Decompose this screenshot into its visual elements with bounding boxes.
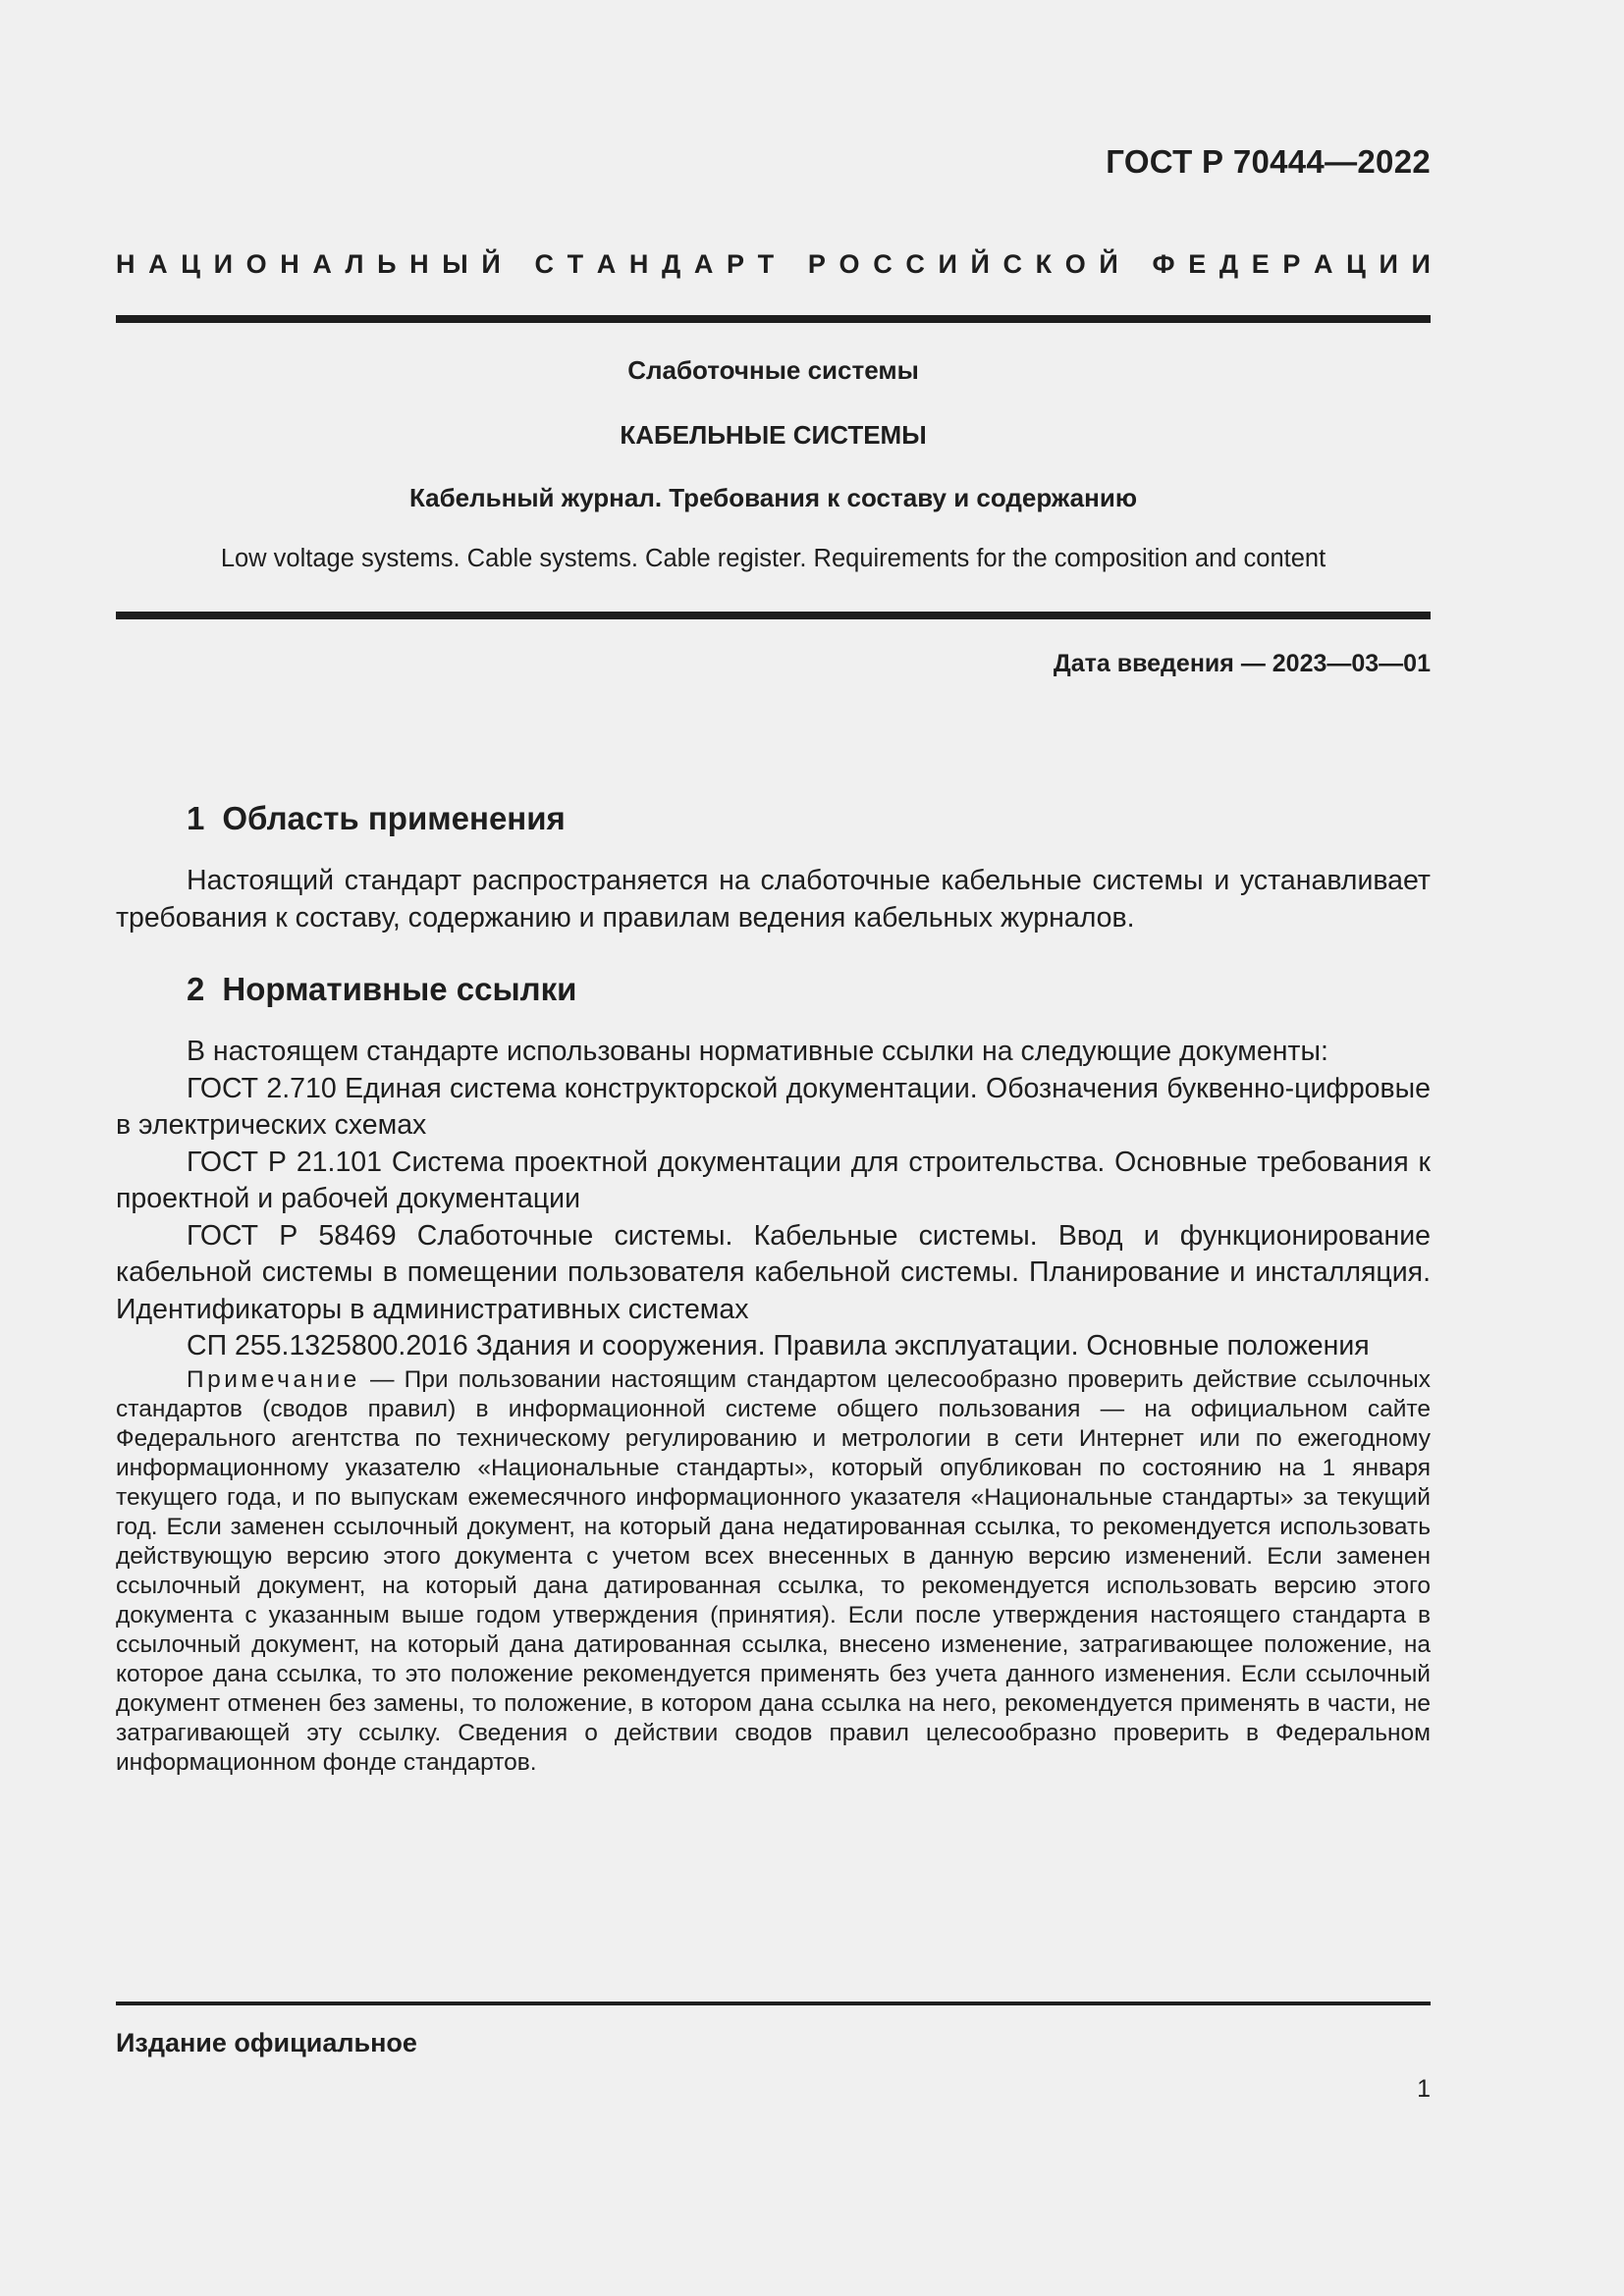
banner-letter: Ц [1346,249,1366,279]
banner-letter: Ф [1152,249,1175,279]
page-number: 1 [1417,2075,1431,2103]
banner-letter [787,249,795,280]
banner-letter: Н [116,249,135,279]
section-2-intro: В настоящем стандарте использованы нормативные ссылки на следующие документы: [187,1036,1328,1067]
banner-letter: А [693,249,714,279]
banner-letter: Л [345,249,364,279]
title-group: Слаботочные системы [627,355,919,385]
footer-rule [116,2002,1431,2005]
banner-letter: Н [409,249,429,279]
banner-letter: С [1002,249,1022,279]
banner-letter: Д [1218,249,1239,279]
banner-letter: Й [970,249,990,279]
banner-letter: С [905,249,925,279]
banner-letter: И [1379,249,1398,279]
section-1-paragraph: Настоящий стандарт распространяется на слаботочные кабельные системы и устанавливает требования к составу, содержанию и правилам ведения кабельных журналов. [116,865,1431,934]
banner-letter: Н [280,249,299,279]
references-note [116,1365,1431,1778]
banner-letter: Е [1188,249,1207,279]
reference-item: ГОСТ 2.710 Единая система конструкторской документации. Обозначения буквенно-цифровые в электрических схемах [116,1072,1431,1141]
banner-letter: О [1064,249,1086,279]
document-number: ГОСТ Р 70444—2022 [1106,143,1431,180]
banner-letter: О [245,249,267,279]
banner-letter: Р [727,249,745,279]
banner-letter: А [596,249,617,279]
banner-letter: А [1314,249,1333,279]
banner-letter: И [1411,249,1431,279]
banner-letter: Ь [377,249,397,279]
banner-letter: Ы [442,249,468,279]
section-1-body [116,863,1431,936]
banner-letter: С [873,249,893,279]
banner-letter: Р [1282,249,1301,279]
note-text: — При пользовании настоящим стандартом целесообразно проверить действие ссылочных стандартов (сводов правил) в информационной системе общего пользования — на официальном сайте Федерального агентства по техническому регулированию и метрологии в сети Интернет или по ежегодному информационному указателю «Национальные стандарты», который опубликован по состоянию на 1 января текущего года, и по выпускам ежемесячного информационного указателя «Национальные стандарты» за текущий год. Если заменен ссылочный документ, на который дана недатированная ссылка, то рекомендуется использовать действующую версию этого документа с учетом всех внесенных в данную версию изменений. Если заменен ссылочный документ, на который дана датированная ссылка, то рекомендуется использовать версию этого документа с указанным выше годом утверждения (принятия). Если после утверждения настоящего стандарта в ссылочный документ, на который дана датированная ссылка, внесено изменение, затрагивающее положение, на которое дана ссылка, то это положение рекомендуется применять без учета данного изменения. Если ссылочный документ отменен без замены, то положение, в котором дана ссылка на него, рекомендуется применять в части, не затрагивающей эту ссылку. Сведения о действии сводов правил целесообразно проверить в Федеральном информационном фонде стандартов. [116,1366,1431,1776]
introduction-date: Дата введения — 2023—03—01 [1053,650,1431,677]
title-english: Low voltage systems. Cable systems. Cable register. Requirements for the composition and content [220,545,1326,572]
title-bottom-rule [116,612,1431,619]
section-1-number: 1 [187,800,205,836]
banner-letter: Д [662,249,681,279]
title-main: КАБЕЛЬНЫЕ СИСТЕМЫ [620,420,927,450]
banner-letter: И [213,249,234,279]
banner-letter: К [1035,249,1053,279]
title-sub: Кабельный журнал. Требования к составу и содержанию [408,483,1138,512]
section-2-number: 2 [187,971,205,1007]
note-label: Примечание [187,1366,360,1393]
banner-letter: Т [567,249,584,279]
banner-letter: Р [807,249,826,279]
banner-letter [1131,249,1139,280]
section-2-body [116,1034,1431,1365]
section-1-title: Область применения [222,800,566,836]
banner-letter: Н [628,249,649,279]
section-2-heading [187,971,576,1008]
standard-banner [116,249,1431,280]
reference-item: ГОСТ Р 58469 Слаботочные системы. Кабельные системы. Ввод и функционирование кабельной системы в помещении пользователя кабельной системы. Планирование и инсталляция. Идентификаторы в административных системах [116,1219,1431,1325]
banner-letter: Е [1251,249,1270,279]
banner-letter: С [534,249,554,279]
banner-letter: Т [757,249,775,279]
top-rule [116,315,1431,323]
reference-item: СП 255.1325800.2016 Здания и сооружения. Правила эксплуатации. Основные положения [187,1330,1370,1362]
banner-letter: И [938,249,957,279]
reference-item: ГОСТ Р 21.101 Система проектной документации для строительства. Основные требования к проектной и рабочей документации [116,1146,1431,1214]
banner-letter: Й [481,249,501,279]
banner-letter: А [148,249,168,279]
banner-letter: Ц [181,249,200,279]
section-1-heading [187,800,566,837]
section-2-title: Нормативные ссылки [222,971,577,1007]
banner-letter: А [312,249,332,279]
banner-letter: Й [1099,249,1118,279]
official-edition-label: Издание официальное [116,2028,417,2057]
banner-letter [514,249,521,280]
banner-letter: О [839,249,860,279]
